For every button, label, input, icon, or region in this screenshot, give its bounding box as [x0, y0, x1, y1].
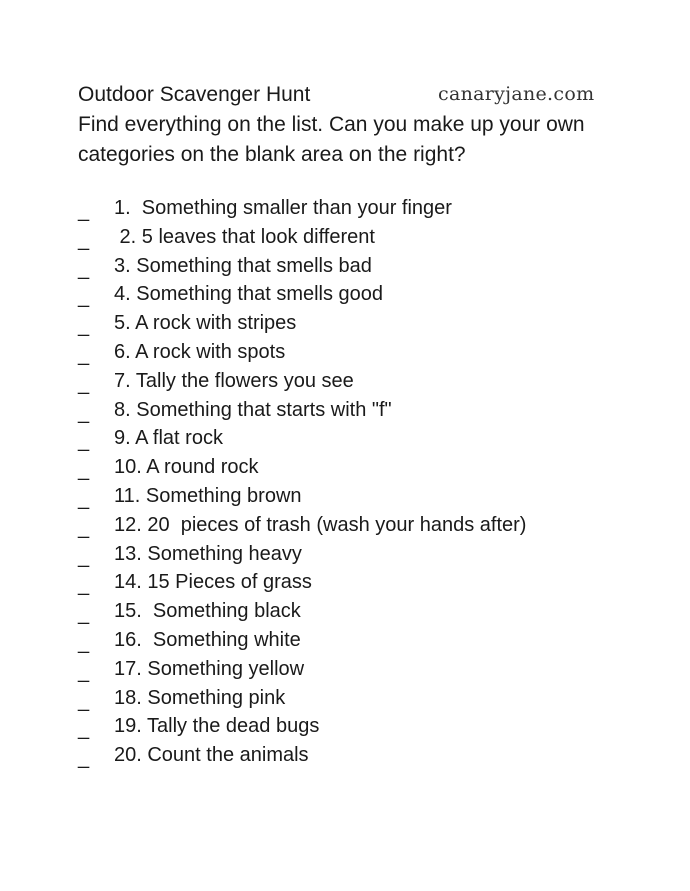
checkbox-blank: _ [78, 343, 90, 366]
checklist-item-label: 1. Something smaller than your finger [114, 197, 452, 219]
checklist-item-label: 2. 5 leaves that look different [114, 225, 375, 248]
checkbox-blank: _ [78, 487, 90, 510]
checklist-item-label: 13. Something heavy [114, 542, 302, 565]
checklist-item-label: 19. Tally the dead bugs [114, 715, 320, 738]
site-name: canaryjane.com [438, 83, 595, 105]
page-title: Outdoor Scavenger Hunt [78, 83, 311, 106]
checkbox-blank: _ [78, 545, 90, 568]
checkbox-blank: _ [78, 286, 90, 309]
checklist-item-label: 4. Something that smells good [114, 283, 384, 306]
checklist-item-label: 3. Something that smells bad [114, 254, 372, 277]
checkbox-blank: _ [78, 459, 90, 482]
document-header [78, 80, 638, 170]
checkbox-blank: _ [78, 631, 90, 654]
checklist-item-label: 15. Something black [114, 600, 301, 623]
checkbox-blank: _ [78, 603, 90, 626]
checkbox-blank: _ [78, 372, 90, 395]
checklist-item-label: 9. A flat rock [114, 427, 223, 450]
title-row [78, 80, 638, 109]
checkbox-blank: _ [78, 257, 90, 280]
checklist-item-label: 8. Something that starts with "f" [114, 398, 392, 421]
checklist-item-label: 7. Tally the flowers you see [114, 369, 354, 392]
checklist-item-label: 10. A round rock [114, 456, 259, 479]
checklist-item-label: 17. Something yellow [114, 657, 305, 680]
checkbox-blank: _ [78, 718, 90, 741]
checklist-item-label: 16. Something white [114, 628, 301, 651]
checklist-item-label: 18. Something pink [114, 686, 286, 709]
checkbox-blank: _ [78, 689, 90, 712]
checkbox-blank: _ [78, 228, 90, 251]
checklist-item-label: 6. A rock with spots [114, 340, 286, 363]
checkbox-blank: _ [78, 401, 90, 424]
checkbox-blank: _ [78, 516, 90, 539]
checklist-item-label: 12. 20 pieces of trash (wash your hands after) [114, 513, 527, 536]
checkbox-blank: _ [78, 574, 90, 597]
checkbox-blank: _ [78, 430, 90, 453]
checkbox-blank: _ [78, 200, 90, 222]
checkbox-blank: _ [78, 747, 90, 770]
checklist-item-label: 5. A rock with stripes [114, 312, 297, 335]
checklist-item-label: 11. Something brown [114, 484, 302, 507]
checkbox-blank: _ [78, 660, 90, 683]
checkbox-blank: _ [78, 315, 90, 338]
instructions-text: Find everything on the list. Can you make up your own categories on the blank area on the right? [78, 113, 585, 166]
checklist-item-label: 14. 15 Pieces of grass [114, 571, 312, 594]
checklist-item-label: 20. Count the animals [114, 744, 309, 767]
